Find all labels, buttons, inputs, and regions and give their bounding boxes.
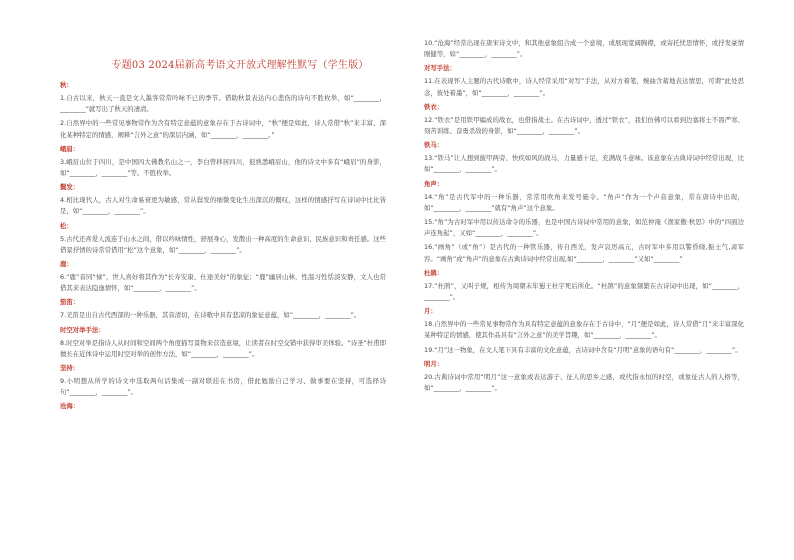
right-column (424, 38, 744, 552)
question-text: 10.“沧海”经常出现在唐宋诗文中，和其他意象组合成一个意境，或展现宽阔胸襟，或寄托忧思情怀，或抒发豪情刚健等，如“________，________”。 (424, 39, 744, 59)
question-text: 20.古典诗词中常用“明月”这一意象或表达游子、征人的思乡之感，或代指永恒的时空，或象征古人的人格等，如“________，________”。 (424, 372, 744, 393)
question-text: 6.“鹿”音同“禄”，世人喜好将其作为“长寿安康、仕途美好”的象征；“鹿”幽居山林，性温习性恬淡安静，文人也常借其来表达隐逸情怀，如“________，________”。 (60, 273, 386, 293)
question-text: 17.“杜鹃”，又叫子规，相传为周朝末年蜀王杜宇死后所化。“杜鹃”的意象频繁在古诗词中出现，如“________，________”。 (424, 281, 744, 302)
section-heading: 时空对举手法： (60, 325, 105, 334)
left-column (60, 46, 386, 552)
section-heading: 鹿： (60, 260, 73, 269)
question-text: 2.自然界中的一些常见事物常作为含有特定意蕴的意象存在于古诗词中，“秋”便是如此，诗人常借“秋”来丰富、深化某种特定的情感，阐释“言外之意”的深层内涵，如“________，________。” (60, 119, 386, 139)
question-text: 7.羌笛是出自古代西部的一种乐器，其音清切，在诗歌中具有悲凉的象征意蕴，如“________，________”。 (60, 311, 361, 320)
question-text: 16.“画角”（或“角”）是古代的一种管乐器，传自西羌，发声哀厉高亢，古时军中多用以警昏晓,振士气,肃军容。“画角”或“角声”的意象在古典诗词中经常出现,如“________，________”又如“________” (424, 243, 744, 263)
question-text: 9.小明想从所学的诗文中选取两句话集成一副对联挂在书房，借此勉励自己学习、做事要在坚持，可选择诗句“________，________”。 (60, 377, 386, 397)
section-heading: 坚持： (60, 364, 80, 373)
question-text: 3.峨眉山位于四川，是中国四大佛教名山之一，李白曾移居四川，很熟悉峨眉山，他的诗文中多有“峨眉”的身影，如“________，________”等。不胜枚举。 (60, 157, 386, 178)
question-text: 11.在表现怀人主题的古代诗歌中，诗人经常采用“对写”手法，从对方着笔，婉曲含蓄地表达情思，可谓“此处思念，彼处着墨”，如“________，________”。 (424, 77, 744, 97)
section-heading: 鬓发： (60, 183, 80, 192)
question-text: 4.相比现代人，古人对生命易衰更为敏感，常从鬓发的细微变化生出深沉的慨叹，这样的情感抒写在诗词中比比皆是，如“________，________”。 (60, 196, 386, 216)
section-heading: 明月： (424, 359, 444, 368)
document-title: 专题03 2024届新高考语文开放式理解性默写（学生版） (111, 60, 369, 71)
section-heading: 秋： (60, 81, 73, 89)
section-heading: 角声： (424, 179, 444, 188)
section-heading: 松： (60, 221, 73, 230)
question-text: 5.古代还喜爱人流连于山水之间，借以吟咏情性，舒展身心，发散出一种高度的生命意识、民族意识和责任感。这些借景抒情的诗常常借用“松”这个意象，如“________，________”。 (60, 234, 386, 254)
question-text: 1.自古以来，秋天一直是文人墨客常常吟咏不已的季节。借助秋景表达内心悲伤的诗句不胜枚举，如“________，________”就写出了秋天的凄清。 (60, 94, 386, 114)
section-heading: 沧海： (60, 402, 80, 411)
section-heading: 对写手法： (424, 64, 456, 73)
section-heading: 铁衣： (424, 102, 444, 111)
section-heading: 笳笛： (60, 298, 80, 307)
question-text: 18.自然界中的一些常见事物常作为具有特定意蕴的意象存在于古诗中，“月”便是如此，诗人常借“月”来丰富深化某种特定的情感，使其作品具有“言外之意”的美学旨趣，如“________，________”。 (424, 320, 744, 340)
question-text: 8.时空对举是指诗人从时间和空间两个角度描写景物来营造意境，让读者在时空交错中获得审美体验。“诗圣”杜甫即擅长在近体诗中运用时空对举的创作方法，如“________，________”。 (60, 338, 386, 358)
question-text: 14.“角”是古代军中的一种乐器，常常用吹角来发号施令。“角声”作为一个声音意象，常在唐诗中出现，如“________，________”就有“角声”这个意象。 (424, 192, 744, 212)
section-heading: 月： (424, 307, 437, 316)
section-heading: 杜鹃： (424, 268, 444, 277)
section-heading: 铁马： (424, 141, 444, 150)
question-text: 15.“角”为古时军中用以传达命令的乐器，也是中国古诗词中常用的意象，如范仲淹《渔家傲·秋思》中的“四面边声连角起”，又如“________，________”。 (424, 218, 744, 238)
section-heading: 峨眉： (60, 144, 80, 153)
question-text: 12.“铁衣”是用铁甲编成的战衣，也借指战士。在古诗词中，透过“铁衣”，我们仿佛可以看到边塞将士不畏严寒、刻苦训练、奋勇杀敌的身影，如“________，________”。 (424, 115, 744, 136)
question-text: 19.“月”这一物象，在文人笔下具有丰富的文化意蕴，古诗词中含有“月明”意象的语句有“________，________”。 (424, 345, 742, 354)
question-text: 13.“铁马”让人想到披甲两旁、快疾如风的战马，力量感十足，充满战斗意味。该意象在古典诗词中经常出现，比如“________，________”。 (424, 154, 744, 174)
